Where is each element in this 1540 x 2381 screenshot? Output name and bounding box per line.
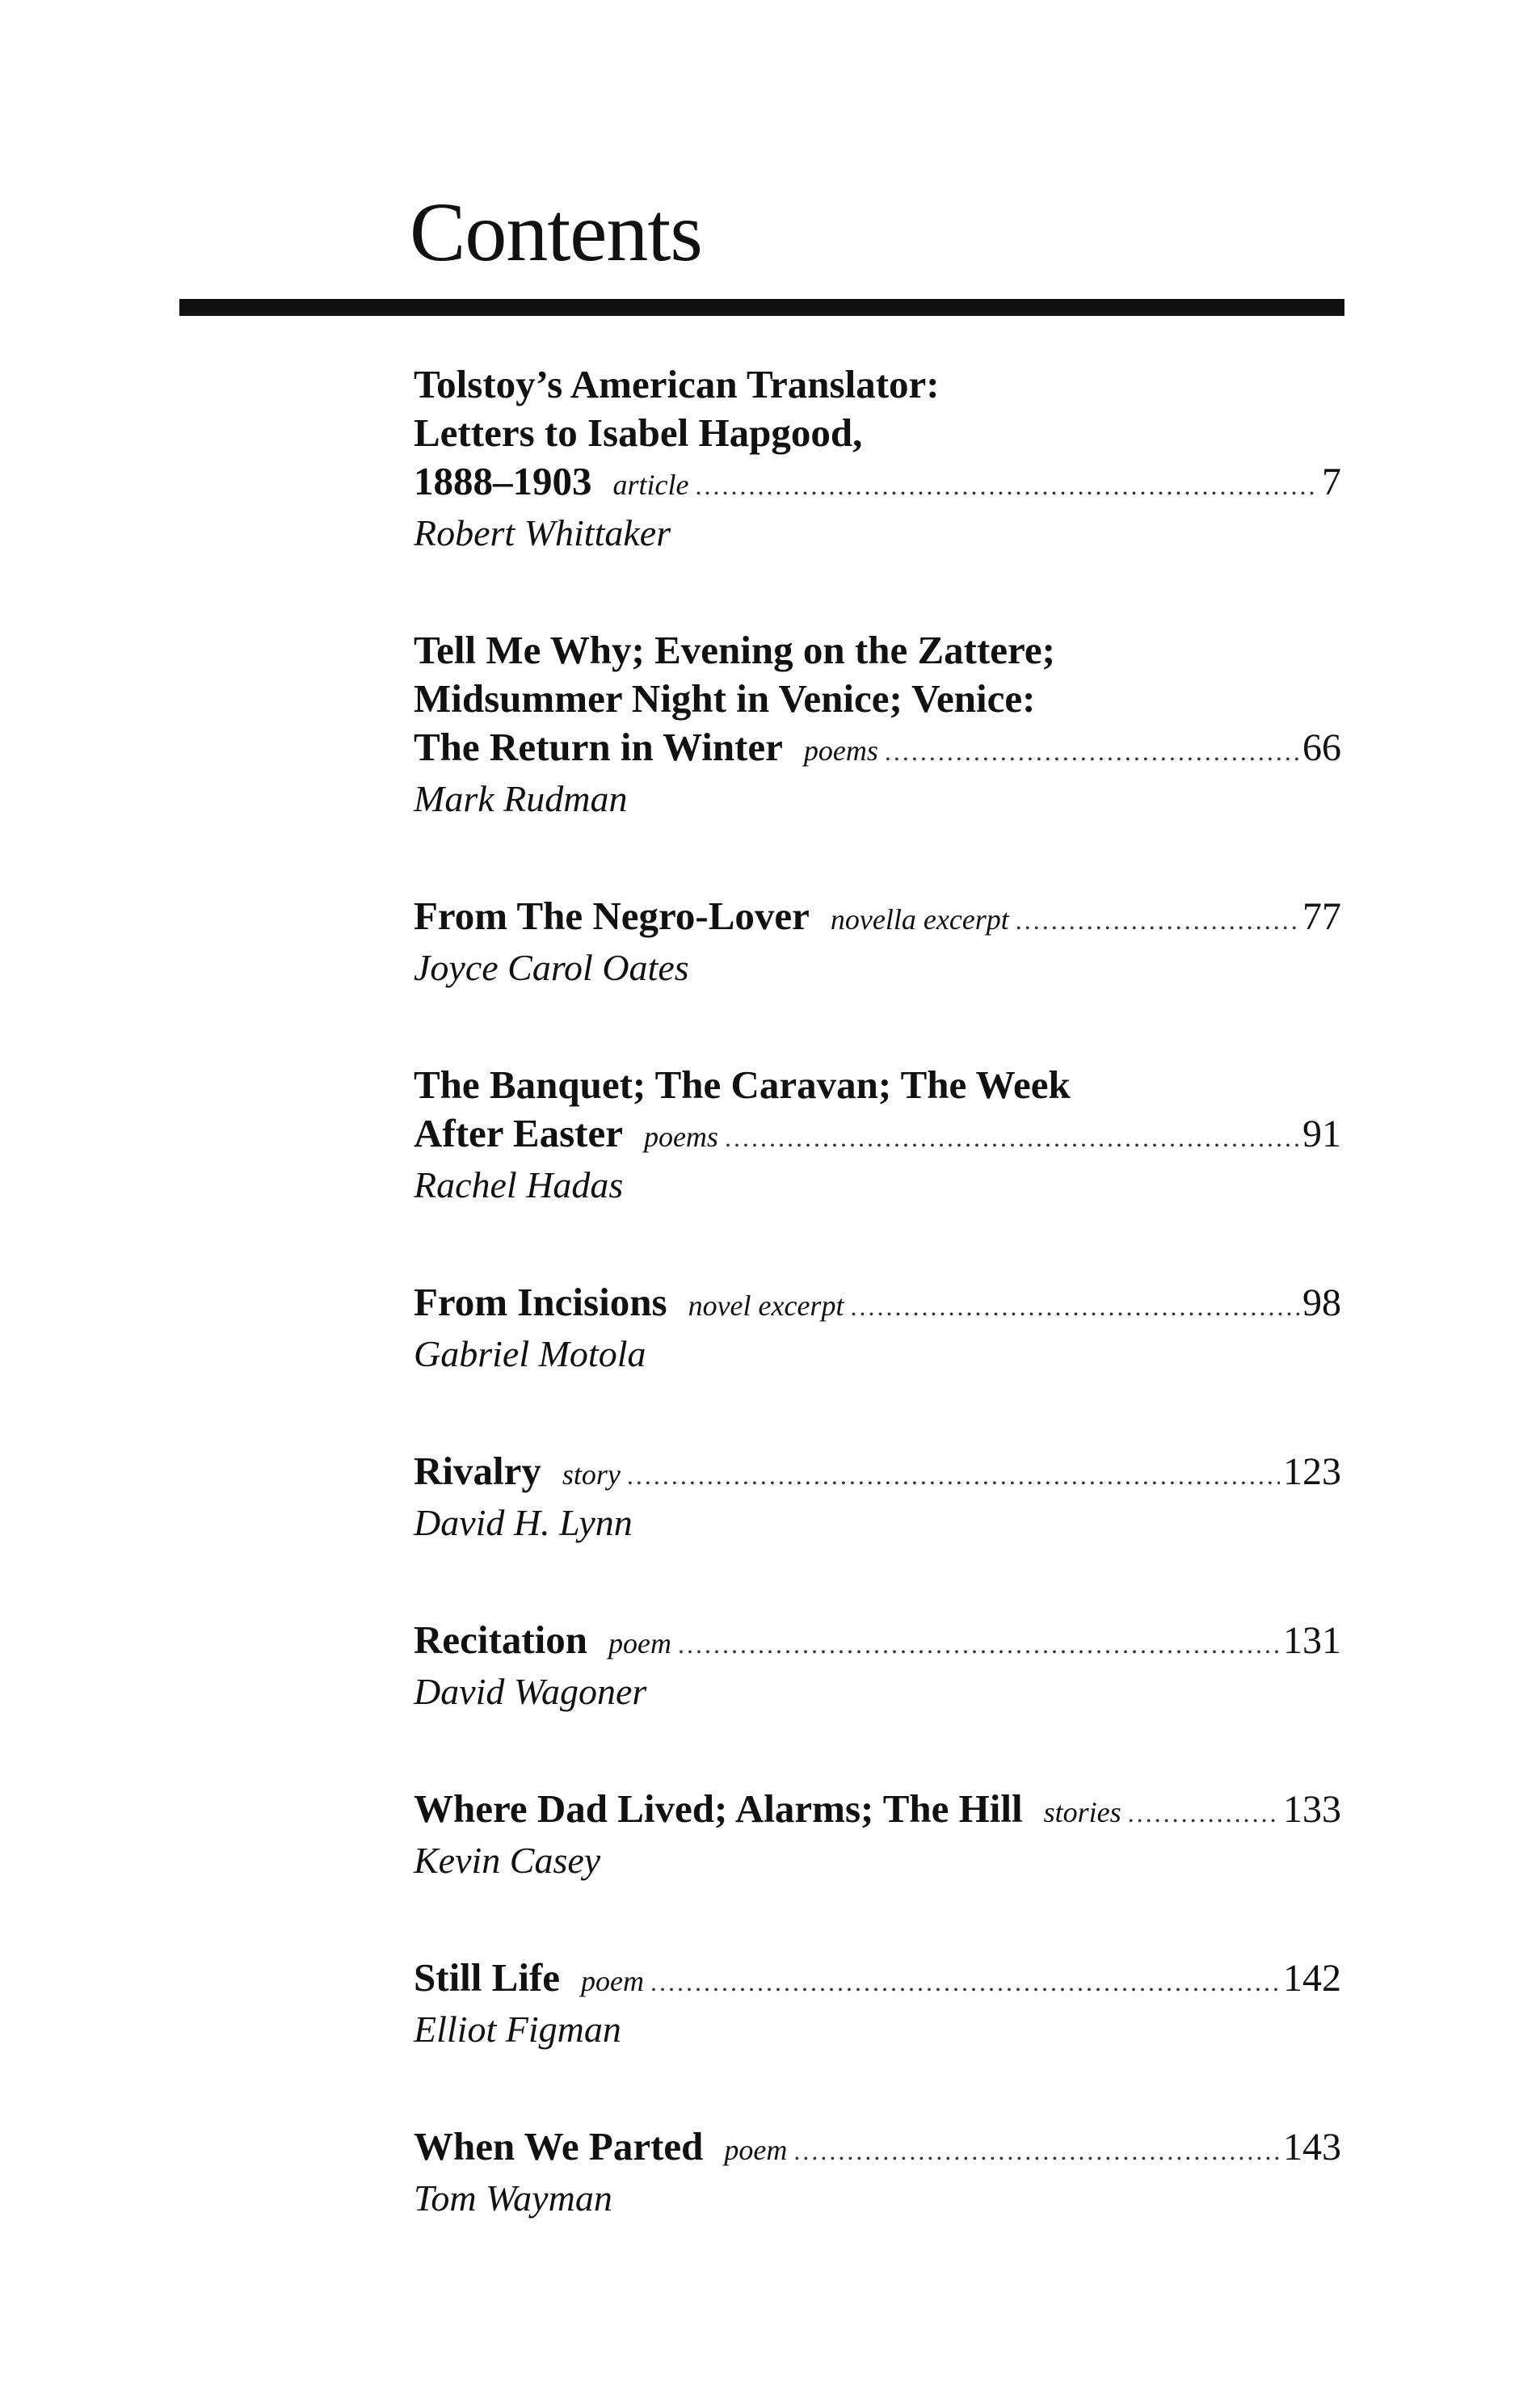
page-title: Contents [410, 186, 702, 279]
title-rule [179, 299, 1344, 316]
toc-entry [414, 892, 1341, 991]
dot-leader [850, 1282, 1299, 1331]
entry-title-line: Still Life [414, 1955, 561, 2000]
dot-leader [695, 461, 1319, 510]
entry-title-line: From Incisions [414, 1280, 667, 1324]
entry-title-line: The Banquet; The Caravan; The Week [414, 1062, 1071, 1107]
toc-entry [414, 2122, 1341, 2222]
dot-leader [885, 727, 1299, 776]
entry-title-line: Tolstoy’s American Translator: [414, 362, 940, 406]
dot-leader [793, 2126, 1280, 2175]
entry-genre: story [562, 1458, 621, 1491]
entry-page-number: 143 [1283, 2126, 1341, 2169]
entry-title-line: When We Parted [414, 2124, 704, 2169]
entry-author: Elliot Figman [414, 2009, 621, 2050]
entry-genre: poem [608, 1627, 671, 1660]
entry-author: Robert Whittaker [414, 512, 671, 553]
entry-author: Tom Wayman [414, 2177, 612, 2219]
dot-leader [1128, 1789, 1280, 1837]
entry-title-line: From The Negro-Lover [414, 894, 810, 938]
entry-title-line: Tell Me Why; Evening on the Zattere; [414, 628, 1055, 672]
entry-genre: article [612, 469, 689, 501]
dot-leader [725, 1113, 1299, 1162]
entry-title-final-line [414, 1785, 1341, 1837]
entry-author: Gabriel Motola [414, 1333, 646, 1374]
dot-leader [627, 1451, 1280, 1500]
dot-leader [678, 1620, 1280, 1668]
entry-genre: poems [643, 1121, 718, 1153]
entry-page-number: 91 [1302, 1113, 1341, 1155]
entry-genre: poems [803, 734, 878, 767]
entry-title-line: Midsummer Night in Venice; Venice: [414, 676, 1036, 721]
entry-title-line: 1888–1903 [414, 459, 592, 503]
entry-title-line: Rivalry [414, 1449, 541, 1493]
entry-author: David H. Lynn [414, 1502, 633, 1543]
toc-entry [414, 626, 1341, 822]
entry-title-final-line [414, 1954, 1341, 2006]
entry-genre: novella excerpt [830, 903, 1009, 936]
entry-author: Mark Rudman [414, 778, 628, 819]
entry-title-line: Recitation [414, 1617, 587, 1662]
entry-genre: stories [1043, 1796, 1121, 1828]
entry-author: Rachel Hadas [414, 1164, 624, 1205]
entry-title-line: Letters to Isabel Hapgood, [414, 410, 863, 455]
dot-leader [650, 1958, 1280, 2006]
toc-entry [414, 1061, 1341, 1209]
entry-author: David Wagoner [414, 1671, 647, 1712]
entry-title-final-line [414, 2122, 1341, 2175]
entry-page-number: 77 [1302, 895, 1341, 938]
entry-page-number: 123 [1283, 1450, 1341, 1493]
entry-title-line: The Return in Winter [414, 725, 783, 769]
entry-title-final-line [414, 1447, 1341, 1500]
table-of-contents [414, 360, 1341, 2291]
entry-page-number: 133 [1283, 1788, 1341, 1831]
entry-page-number: 98 [1302, 1281, 1341, 1324]
toc-entry [414, 1785, 1341, 1884]
toc-entry [414, 1447, 1341, 1546]
entry-title-line: Where Dad Lived; Alarms; The Hill [414, 1786, 1023, 1831]
entry-title-final-line [414, 1278, 1341, 1331]
entry-genre: poem [724, 2134, 788, 2166]
toc-entry [414, 1616, 1341, 1715]
entry-title-final-line [414, 457, 1341, 510]
entry-genre: poem [581, 1965, 645, 1997]
entry-page-number: 7 [1322, 461, 1341, 503]
entry-page-number: 66 [1302, 726, 1341, 769]
entry-page-number: 131 [1283, 1619, 1341, 1662]
entry-title-line: After Easter [414, 1111, 623, 1155]
entry-title-final-line [414, 723, 1341, 776]
toc-entry [414, 1954, 1341, 2053]
dot-leader [1016, 896, 1299, 944]
toc-entry [414, 1278, 1341, 1378]
entry-page-number: 142 [1283, 1957, 1341, 2000]
entry-author: Kevin Casey [414, 1840, 601, 1881]
entry-author: Joyce Carol Oates [414, 947, 689, 988]
toc-entry [414, 360, 1341, 557]
entry-title-final-line [414, 1109, 1341, 1162]
entry-title-final-line [414, 1616, 1341, 1668]
entry-genre: novel excerpt [688, 1289, 844, 1322]
entry-title-final-line [414, 892, 1341, 944]
